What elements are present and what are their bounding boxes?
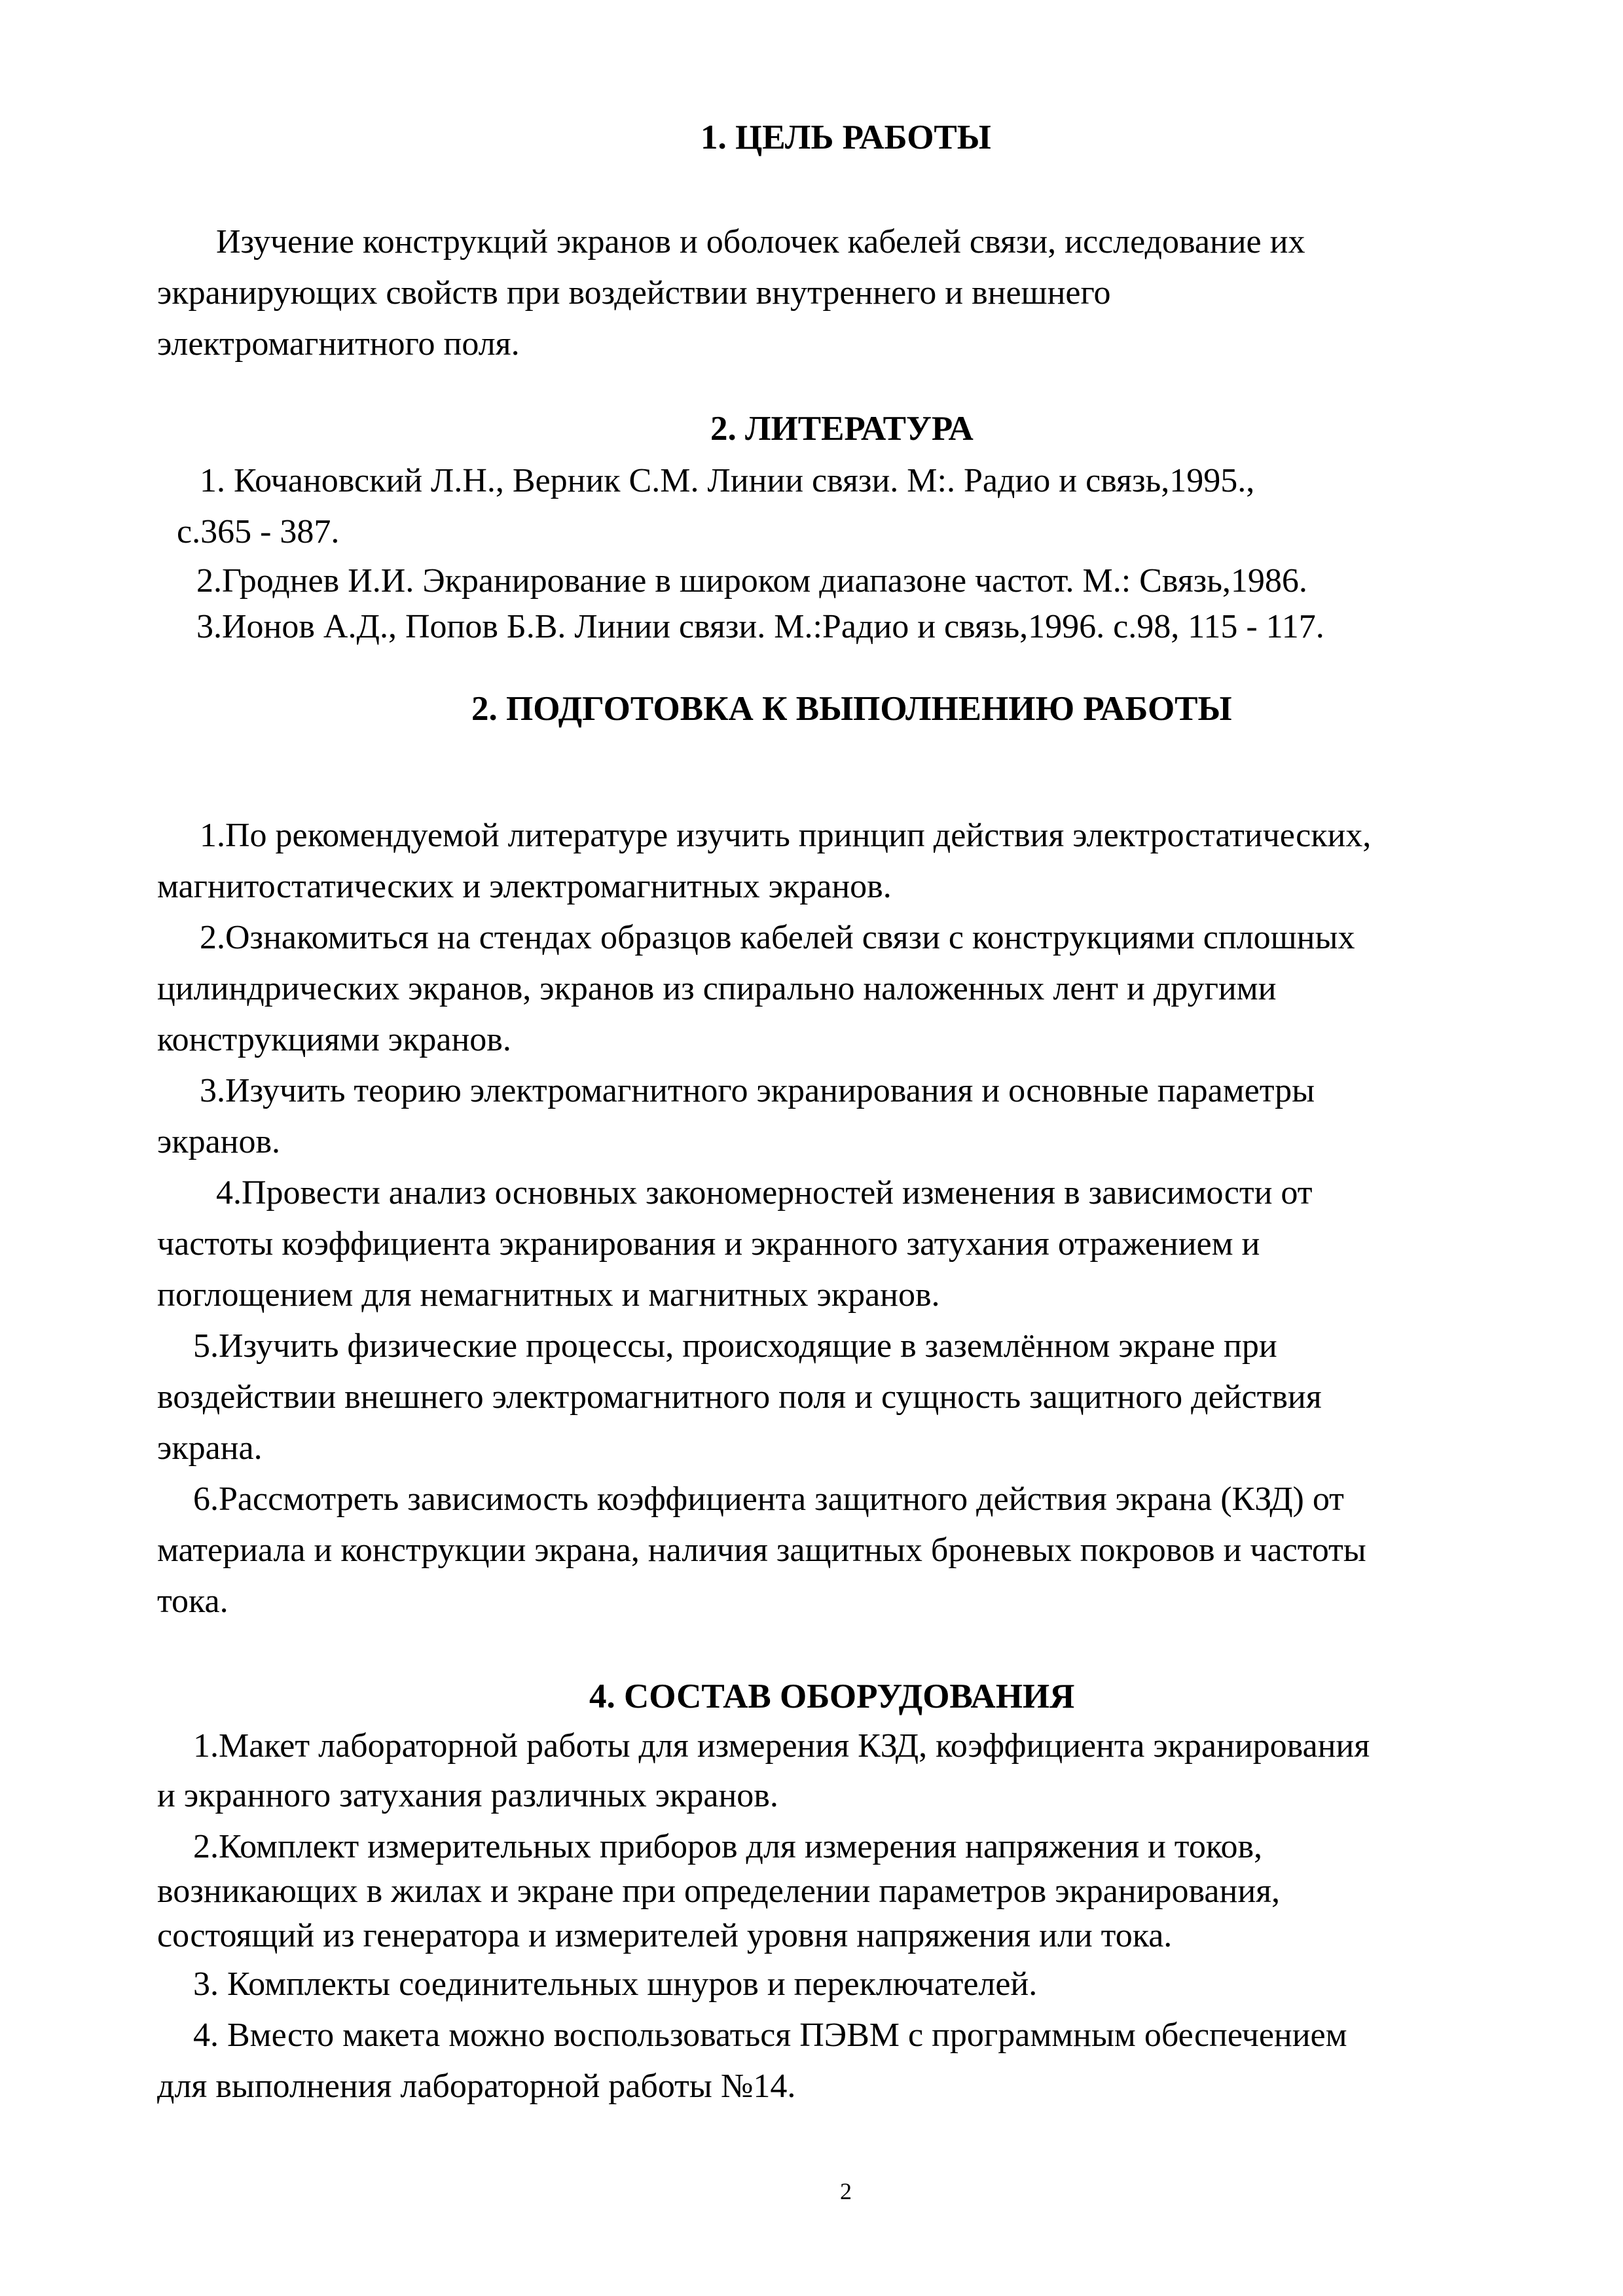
paragraph-line: Изучение конструкций экранов и оболочек кабелей связи, исследование их [216, 223, 1305, 260]
paragraph-line: для выполнения лабораторной работы №14. [157, 2068, 796, 2105]
literature-item: 1. Кочановский Л.Н., Верник С.М. Линии связи. М:. Радио и связь,1995., [200, 462, 1255, 499]
literature-item: с.365 - 387. [177, 513, 340, 550]
section-heading-literature: 2. ЛИТЕРАТУРА [710, 410, 974, 448]
paragraph-line: магнитостатических и электромагнитных экранов. [157, 868, 892, 905]
paragraph-line: 3. Комплекты соединительных шнуров и переключателей. [193, 1965, 1038, 2003]
page-number: 2 [840, 2178, 852, 2204]
paragraph-line: 1.По рекомендуемой литературе изучить принцип действия электростатических, [200, 817, 1372, 854]
paragraph-line: 2.Ознакомиться на стендах образцов кабелей связи с конструкциями сплошных [200, 919, 1355, 956]
paragraph-line: тока. [157, 1583, 228, 1620]
paragraph-line: 3.Изучить теорию электромагнитного экранирования и основные параметры [200, 1072, 1315, 1109]
paragraph-line: 4. Вместо макета можно воспользоваться ПЭВМ с программным обеспечением [193, 2017, 1347, 2054]
paragraph-line: состоящий из генератора и измерителей уровня напряжения или тока. [157, 1917, 1173, 1954]
section-heading-preparation: 2. ПОДГОТОВКА К ВЫПОЛНЕНИЮ РАБОТЫ [471, 690, 1232, 728]
literature-item: 3.Ионов А.Д., Попов Б.В. Линии связи. М.:Радио и связь,1996. с.98, 115 - 117. [196, 608, 1324, 645]
paragraph-line: экранов. [157, 1123, 281, 1160]
paragraph-line: 1.Макет лабораторной работы для измерения КЗД, коэффициента экранирования [193, 1727, 1370, 1765]
section-heading-equipment: 4. СОСТАВ ОБОРУДОВАНИЯ [589, 1677, 1075, 1715]
paragraph-line: 4.Провести анализ основных закономерностей изменения в зависимости от [216, 1174, 1313, 1211]
paragraph-line: экрана. [157, 1429, 263, 1467]
section-heading-goal: 1. ЦЕЛЬ РАБОТЫ [701, 118, 991, 156]
paragraph-line: и экранного затухания различных экранов. [157, 1777, 778, 1814]
paragraph-line: электромагнитного поля. [157, 325, 520, 363]
paragraph-line: поглощением для немагнитных и магнитных экранов. [157, 1276, 940, 1314]
paragraph-line: 2.Комплект измерительных приборов для измерения напряжения и токов, [193, 1828, 1263, 1865]
paragraph-line: 5.Изучить физические процессы, происходящие в заземлённом экране при [193, 1327, 1277, 1365]
paragraph-line: возникающих в жилах и экране при определении параметров экранирования, [157, 1873, 1281, 1910]
paragraph-line: конструкциями экранов. [157, 1021, 511, 1058]
paragraph-line: 6.Рассмотреть зависимость коэффициента защитного действия экрана (КЗД) от [193, 1480, 1344, 1518]
paragraph-line: материала и конструкции экрана, наличия защитных броневых покровов и частоты [157, 1532, 1366, 1569]
paragraph-line: экранирующих свойств при воздействии внутреннего и внешнего [157, 274, 1111, 312]
paragraph-line: частоты коэффициента экранирования и экранного затухания отражением и [157, 1225, 1260, 1263]
paragraph-line: цилиндрических экранов, экранов из спирально наложенных лент и другими [157, 970, 1277, 1007]
paragraph-line: воздействии внешнего электромагнитного поля и сущность защитного действия [157, 1378, 1322, 1416]
literature-item: 2.Гроднев И.И. Экранирование в широком диапазоне частот. М.: Связь,1986. [196, 562, 1307, 600]
